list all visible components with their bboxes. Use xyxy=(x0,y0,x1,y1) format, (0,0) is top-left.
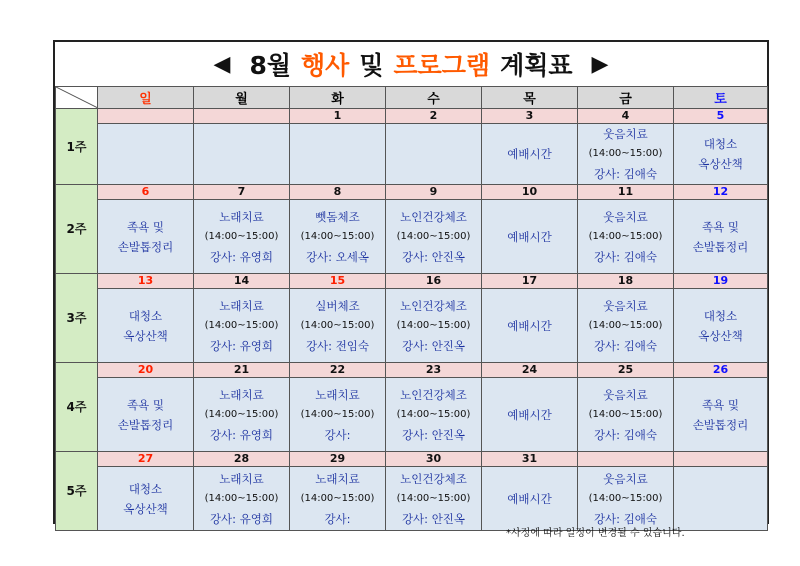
program-cell xyxy=(386,378,482,452)
program-line: 뻿돔체조 xyxy=(315,209,360,224)
program-cell xyxy=(482,200,578,274)
date-cell: 29 xyxy=(290,452,386,467)
program-cell xyxy=(386,124,482,185)
date-cell: 20 xyxy=(98,363,194,378)
program-line: (14:00~15:00) xyxy=(300,230,375,242)
date-cell: 17 xyxy=(482,274,578,289)
program-line: 강사: 김애숙 xyxy=(593,427,658,442)
program-line: 손발톱정리 xyxy=(692,239,749,254)
program-cell xyxy=(98,124,194,185)
title-program: 프로그램 xyxy=(393,51,491,80)
program-line: 웃음치료 xyxy=(603,471,648,486)
program-cell xyxy=(482,378,578,452)
program-line: 손발톱정리 xyxy=(117,417,174,432)
date-cell: 23 xyxy=(386,363,482,378)
program-line: (14:00~15:00) xyxy=(396,492,471,504)
program-line: 노래치료 xyxy=(219,387,264,402)
date-cell: 3 xyxy=(482,109,578,124)
date-cell: 7 xyxy=(194,185,290,200)
title-bar xyxy=(55,42,767,88)
program-row xyxy=(56,289,768,363)
program-line: 강사: 전임숙 xyxy=(305,338,370,353)
program-line: 족욕 및 xyxy=(127,219,164,234)
date-cell: 22 xyxy=(290,363,386,378)
program-cell xyxy=(578,378,674,452)
program-line: 옥상산책 xyxy=(698,328,743,343)
program-line: 손발톱정리 xyxy=(117,239,174,254)
program-line: 강사: 안진옥 xyxy=(401,511,466,526)
date-row xyxy=(56,185,768,200)
program-cell xyxy=(482,289,578,363)
program-line: 족욕 및 xyxy=(702,397,739,412)
date-cell: 15 xyxy=(290,274,386,289)
program-cell xyxy=(98,289,194,363)
program-line: 강사: 오세옥 xyxy=(305,249,370,264)
program-line: 강사: 유영희 xyxy=(209,511,274,526)
program-line: 노래치료 xyxy=(219,209,264,224)
program-cell xyxy=(482,467,578,531)
date-cell: 26 xyxy=(674,363,768,378)
program-line: (14:00~15:00) xyxy=(204,230,279,242)
date-cell: 6 xyxy=(98,185,194,200)
program-cell xyxy=(194,124,290,185)
date-cell: 12 xyxy=(674,185,768,200)
date-row xyxy=(56,452,768,467)
program-line: 노래치료 xyxy=(315,387,360,402)
program-cell xyxy=(290,378,386,452)
program-line: 노래치료 xyxy=(219,298,264,313)
program-line: (14:00~15:00) xyxy=(588,492,663,504)
program-line: 강사: 김애숙 xyxy=(593,167,658,181)
program-line: 노래치료 xyxy=(315,471,360,486)
day-header-1: 월 xyxy=(194,87,290,109)
program-cell xyxy=(578,124,674,185)
title-events: 행사 xyxy=(301,51,350,80)
program-cell xyxy=(290,467,386,531)
date-cell: 14 xyxy=(194,274,290,289)
day-header-6: 토 xyxy=(674,87,768,109)
date-cell: 9 xyxy=(386,185,482,200)
program-line: 대청소 xyxy=(128,308,163,323)
date-cell xyxy=(578,452,674,467)
date-row xyxy=(56,274,768,289)
program-cell xyxy=(674,378,768,452)
program-line: 노인건강체조 xyxy=(400,298,467,313)
program-cell xyxy=(578,200,674,274)
program-line: (14:00~15:00) xyxy=(396,319,471,331)
date-cell: 30 xyxy=(386,452,482,467)
program-line: 족욕 및 xyxy=(127,397,164,412)
program-cell xyxy=(674,124,768,185)
program-line: 예배시간 xyxy=(507,318,552,333)
program-line: (14:00~15:00) xyxy=(396,408,471,420)
program-line: 예배시간 xyxy=(507,229,552,244)
date-cell xyxy=(194,109,290,124)
date-cell: 28 xyxy=(194,452,290,467)
date-row xyxy=(56,109,768,124)
program-cell xyxy=(194,200,290,274)
date-cell xyxy=(674,452,768,467)
day-header-0: 일 xyxy=(98,87,194,109)
date-cell: 25 xyxy=(578,363,674,378)
schedule-sheet xyxy=(53,40,769,524)
program-line: 노인건강체조 xyxy=(400,387,467,402)
program-line: 대청소 xyxy=(703,308,738,323)
program-line: 실버체조 xyxy=(315,298,360,313)
program-line: (14:00~15:00) xyxy=(588,230,663,242)
program-line: 강사: xyxy=(324,511,351,526)
program-line: 옥상산책 xyxy=(698,157,743,171)
day-header-3: 수 xyxy=(386,87,482,109)
program-line: 예배시간 xyxy=(507,407,552,422)
program-cell xyxy=(194,467,290,531)
program-line: 예배시간 xyxy=(507,147,552,161)
program-cell xyxy=(98,200,194,274)
program-cell xyxy=(674,289,768,363)
program-line: 강사: 안진옥 xyxy=(401,427,466,442)
program-line: (14:00~15:00) xyxy=(588,319,663,331)
program-cell xyxy=(290,289,386,363)
program-line: 웃음치료 xyxy=(603,298,648,313)
date-cell: 16 xyxy=(386,274,482,289)
program-line: 대청소 xyxy=(703,137,738,151)
week-label: 2주 xyxy=(56,185,98,274)
program-cell xyxy=(674,200,768,274)
program-line: (14:00~15:00) xyxy=(204,319,279,331)
program-row xyxy=(56,124,768,185)
program-cell xyxy=(578,467,674,531)
diagonal-line-icon xyxy=(56,87,98,108)
week-label: 1주 xyxy=(56,109,98,185)
program-cell xyxy=(482,124,578,185)
program-line: 노인건강체조 xyxy=(400,471,467,486)
program-line: 족욕 및 xyxy=(702,219,739,234)
right-triangle-icon: ▶ xyxy=(591,51,609,77)
program-cell xyxy=(578,289,674,363)
program-line: (14:00~15:00) xyxy=(300,408,375,420)
program-line: (14:00~15:00) xyxy=(300,492,375,504)
date-cell: 10 xyxy=(482,185,578,200)
program-cell xyxy=(290,124,386,185)
date-cell: 24 xyxy=(482,363,578,378)
program-line: 옥상산책 xyxy=(123,328,168,343)
program-row xyxy=(56,200,768,274)
program-cell xyxy=(98,378,194,452)
program-line: 노래치료 xyxy=(219,471,264,486)
program-line: (14:00~15:00) xyxy=(396,230,471,242)
program-line: 노인건강체조 xyxy=(400,209,467,224)
program-line: 강사: 유영희 xyxy=(209,338,274,353)
program-cell xyxy=(386,200,482,274)
program-line: (14:00~15:00) xyxy=(204,492,279,504)
program-cell xyxy=(290,200,386,274)
date-row xyxy=(56,363,768,378)
program-cell xyxy=(98,467,194,531)
program-line: 대청소 xyxy=(128,481,163,496)
program-line: 예배시간 xyxy=(507,491,552,506)
program-cell xyxy=(194,289,290,363)
date-cell: 8 xyxy=(290,185,386,200)
program-cell xyxy=(674,467,768,531)
program-line: 강사: 안진옥 xyxy=(401,249,466,264)
day-header-2: 화 xyxy=(290,87,386,109)
week-label: 5주 xyxy=(56,452,98,531)
day-header-5: 금 xyxy=(578,87,674,109)
date-cell: 2 xyxy=(386,109,482,124)
program-cell xyxy=(194,378,290,452)
program-line: 웃음치료 xyxy=(603,209,648,224)
program-row xyxy=(56,378,768,452)
week-label: 4주 xyxy=(56,363,98,452)
day-header-row xyxy=(56,87,768,109)
program-line: 옥상산책 xyxy=(123,501,168,516)
left-triangle-icon: ◀ xyxy=(213,51,231,77)
date-cell: 31 xyxy=(482,452,578,467)
program-line: 웃음치료 xyxy=(603,127,648,141)
program-line: (14:00~15:00) xyxy=(204,408,279,420)
program-row xyxy=(56,467,768,531)
date-cell: 11 xyxy=(578,185,674,200)
program-line: 강사: 김애숙 xyxy=(593,338,658,353)
header-corner xyxy=(56,87,98,109)
program-line: (14:00~15:00) xyxy=(300,319,375,331)
program-line: 강사: 김애숙 xyxy=(593,511,658,526)
date-cell: 19 xyxy=(674,274,768,289)
date-cell: 13 xyxy=(98,274,194,289)
date-cell: 18 xyxy=(578,274,674,289)
week-label: 3주 xyxy=(56,274,98,363)
program-line: 손발톱정리 xyxy=(692,417,749,432)
calendar-table xyxy=(55,86,768,531)
program-line: 웃음치료 xyxy=(603,387,648,402)
date-cell: 27 xyxy=(98,452,194,467)
date-cell: 1 xyxy=(290,109,386,124)
date-cell: 4 xyxy=(578,109,674,124)
program-line: 강사: xyxy=(324,427,351,442)
date-cell xyxy=(98,109,194,124)
date-cell: 21 xyxy=(194,363,290,378)
program-line: 강사: 유영희 xyxy=(209,427,274,442)
day-header-4: 목 xyxy=(482,87,578,109)
program-cell xyxy=(386,289,482,363)
footnote: *사정에 따라 일정이 변경될 수 있습니다. xyxy=(506,528,685,539)
program-line: 강사: 안진옥 xyxy=(401,338,466,353)
program-cell xyxy=(386,467,482,531)
title-connector: 및 xyxy=(359,51,384,80)
title-month: 8월 xyxy=(249,51,291,80)
program-line: (14:00~15:00) xyxy=(588,408,663,420)
title-suffix: 계획표 xyxy=(500,51,573,80)
program-line: 강사: 유영희 xyxy=(209,249,274,264)
date-cell: 5 xyxy=(674,109,768,124)
program-line: 강사: 김애숙 xyxy=(593,249,658,264)
program-line: (14:00~15:00) xyxy=(588,148,663,159)
